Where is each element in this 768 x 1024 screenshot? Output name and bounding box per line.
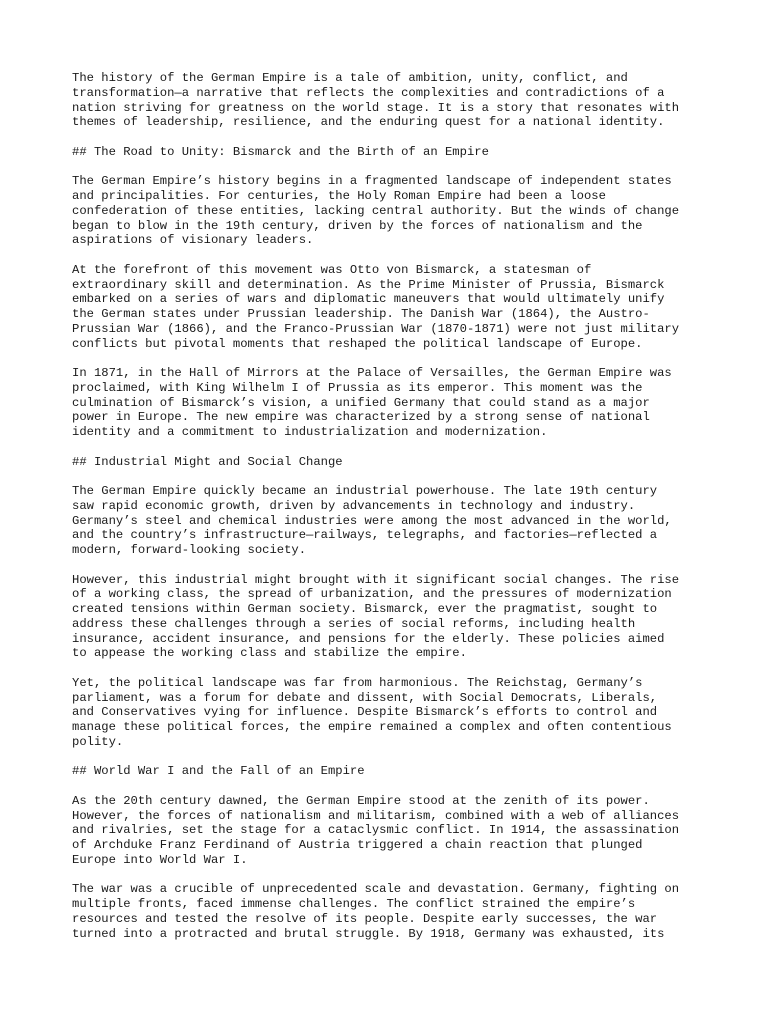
paragraph-line: Prussian War (1866), and the Franco-Prussian War (1870-1871) were not just military — [72, 321, 680, 336]
paragraph — [72, 676, 712, 750]
paragraph-line: The German Empire’s history begins in a fragmented landscape of independent states — [72, 174, 672, 189]
paragraph-line: to appease the working class and stabilize the empire. — [72, 646, 467, 661]
paragraph-line: the German states under Prussian leadership. The Danish War (1864), the Austro- — [72, 307, 650, 321]
paragraph-line: manage these political forces, the empire remained a complex and often contentious — [72, 720, 672, 734]
paragraph-line: In 1871, in the Hall of Mirrors at the Palace of Versailles, the German Empire was — [72, 366, 672, 380]
paragraph-line: modern, forward-looking society. — [72, 543, 307, 557]
paragraph-line: Germany’s steel and chemical industries were among the most advanced in the world, — [72, 513, 672, 528]
paragraph — [72, 174, 712, 248]
heading-text: ## World War I and the Fall of an Empire — [72, 764, 365, 779]
paragraph-line: created tensions within German society. Bismarck, ever the pragmatist, sought to — [72, 602, 658, 616]
paragraph-line: address these challenges through a series of social reforms, including health — [72, 616, 636, 631]
paragraph-line: transformation—a narrative that reflects the complexities and contradictions of a — [72, 85, 665, 100]
paragraph-line: conflicts but pivotal moments that reshaped the political landscape of Europe. — [72, 336, 643, 351]
paragraph — [72, 366, 712, 440]
section-heading — [72, 455, 712, 470]
paragraph-line: nation striving for greatness on the world stage. It is a story that resonates with — [72, 100, 680, 115]
paragraph-line: Europe into World War I. — [72, 852, 248, 867]
paragraph-line: proclaimed, with King Wilhelm I of Prussia as its emperor. This moment was the — [72, 380, 643, 395]
paragraph-line: aspirations of visionary leaders. — [72, 233, 314, 248]
paragraph-line: and Conservatives vying for influence. Despite Bismarck’s efforts to control and — [72, 705, 658, 720]
paragraph-line: and the country’s infrastructure—railways, telegraphs, and factories—reflected a — [72, 528, 658, 543]
section-heading — [72, 145, 712, 160]
paragraph-line: polity. — [72, 734, 124, 749]
paragraph-line: culmination of Bismarck’s vision, a unified Germany that could stand as a major — [72, 395, 650, 410]
paragraph — [72, 882, 712, 941]
paragraph-line: extraordinary skill and determination. As the Prime Minister of Prussia, Bismarck — [72, 277, 665, 292]
paragraph-line: of a working class, the spread of urbanization, and the pressures of modernization — [72, 587, 672, 602]
paragraph-line: parliament, was a forum for debate and dissent, with Social Democrats, Liberals, — [72, 690, 658, 705]
paragraph-line: confederation of these entities, lacking central authority. But the winds of change — [72, 203, 680, 218]
paragraph-line: However, the forces of nationalism and militarism, combined with a web of alliances — [72, 808, 680, 823]
paragraph-line: began to blow in the 19th century, driven by the forces of nationalism and the — [72, 218, 643, 233]
paragraph — [72, 573, 712, 662]
paragraph-line: However, this industrial might brought with it significant social changes. The rise — [72, 572, 680, 587]
paragraph-line: multiple fronts, faced immense challenges. The conflict strained the empire’s — [72, 897, 636, 911]
paragraph-line: saw rapid economic growth, driven by advancements in technology and industry. — [72, 498, 636, 513]
paragraph-line: Yet, the political landscape was far from harmonious. The Reichstag, Germany’s — [72, 675, 643, 690]
paragraph-line: identity and a commitment to industrialization and modernization. — [72, 425, 548, 439]
paragraph — [72, 484, 712, 558]
section-heading — [72, 764, 712, 779]
paragraph — [72, 263, 712, 352]
heading-text: ## Industrial Might and Social Change — [72, 454, 343, 469]
paragraph-line: embarked on a series of wars and diplomatic maneuvers that would ultimately unify — [72, 292, 665, 307]
paragraph-line: At the forefront of this movement was Otto von Bismarck, a statesman of — [72, 262, 592, 277]
paragraph-line: themes of leadership, resilience, and the enduring quest for a national identity. — [72, 115, 665, 130]
paragraph-line: The war was a crucible of unprecedented scale and devastation. Germany, fighting on — [72, 882, 680, 897]
paragraph-line: insurance, accident insurance, and pensions for the elderly. These policies aimed — [72, 631, 665, 646]
paragraph-line: and principalities. For centuries, the Holy Roman Empire had been a loose — [72, 189, 606, 203]
paragraph-line: of Archduke Franz Ferdinand of Austria triggered a chain reaction that plunged — [72, 838, 643, 852]
paragraph-line: resources and tested the resolve of its people. Despite early successes, the war — [72, 911, 658, 926]
paragraph-line: and rivalries, set the stage for a cataclysmic conflict. In 1914, the assassination — [72, 823, 680, 838]
document-page — [72, 71, 712, 956]
paragraph-line: power in Europe. The new empire was characterized by a strong sense of national — [72, 410, 650, 425]
heading-text: ## The Road to Unity: Bismarck and the Birth of an Empire — [72, 144, 489, 159]
paragraph-line: turned into a protracted and brutal struggle. By 1918, Germany was exhausted, its — [72, 926, 665, 941]
paragraph-line: The history of the German Empire is a tale of ambition, unity, conflict, and — [72, 71, 628, 85]
paragraph — [72, 71, 712, 130]
paragraph-line: As the 20th century dawned, the German Empire stood at the zenith of its power. — [72, 793, 650, 808]
paragraph-line: The German Empire quickly became an industrial powerhouse. The late 19th century — [72, 484, 658, 498]
paragraph — [72, 794, 712, 868]
